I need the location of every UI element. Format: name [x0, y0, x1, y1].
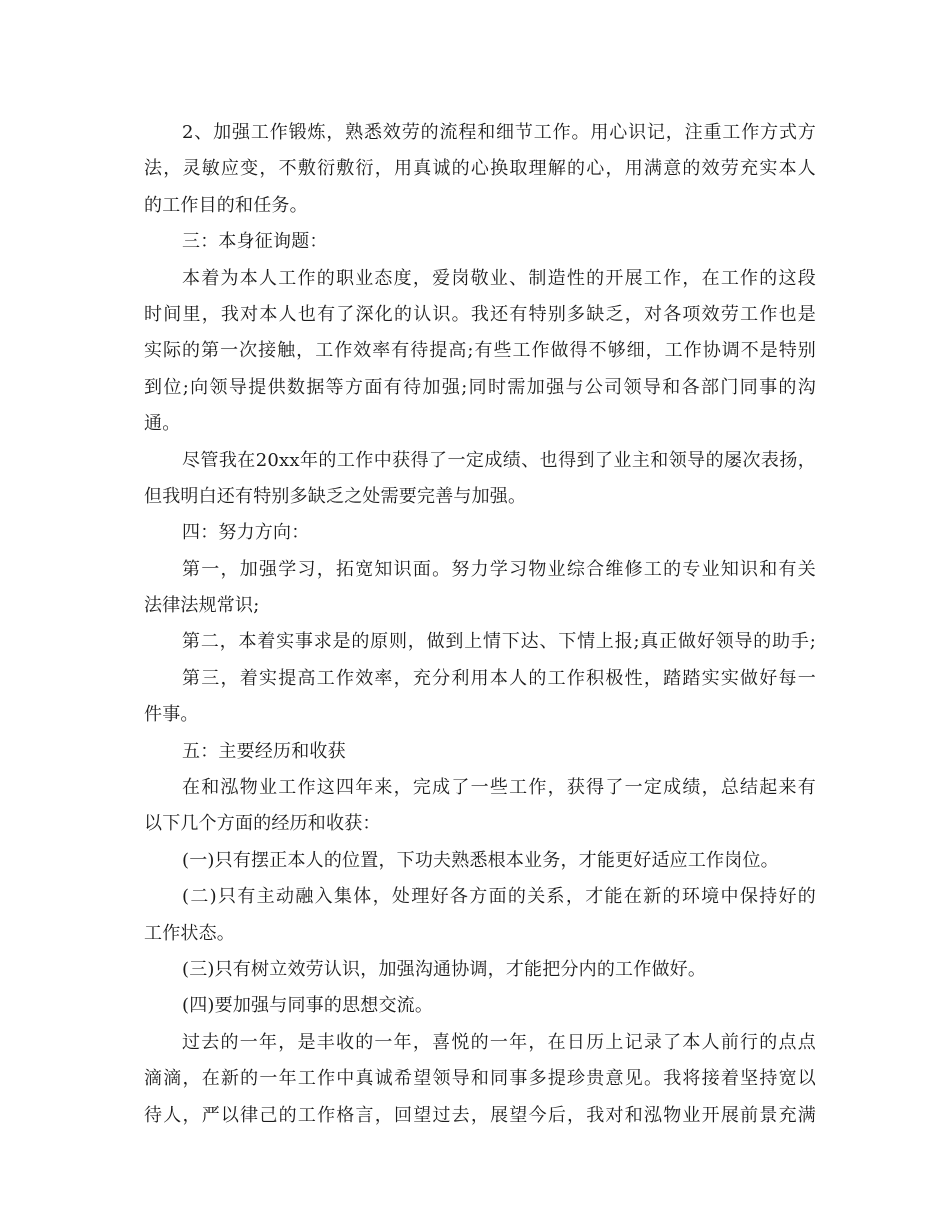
list-item: (四)要加强与同事的思想交流。 — [182, 995, 434, 1017]
text-line: 尽管我在20xx年的工作中获得了一定成绩、也得到了业主和领导的屡次表扬， — [182, 449, 816, 471]
text-line: 第二，本着实事求是的原则，做到上情下达、下情上报;真正做好领导的助手; — [182, 631, 816, 653]
document-body — [144, 115, 816, 1134]
text-line: 过去的一年，是丰收的一年，喜悦的一年，在日历上记录了本人前行的点点 — [182, 1031, 816, 1053]
text-line: 但我明白还有特别多缺乏之处需要完善与加强。 — [144, 485, 527, 507]
list-item: (二)只有主动融入集体，处理好各方面的关系，才能在新的环境中保持好的 — [182, 886, 816, 908]
text-line: 法律法规常识; — [144, 595, 260, 617]
list-item: (三)只有树立效劳认识，加强沟通协调，才能把分内的工作做好。 — [182, 958, 707, 980]
text-line: 法，灵敏应变，不敷衍敷衍，用真诚的心换取理解的心，用满意的效劳充实本人 — [144, 158, 816, 180]
text-line: 滴滴，在新的一年工作中真诚希望领导和同事多提珍贵意见。我将接着坚持宽以 — [144, 1068, 816, 1090]
text-line: 时间里，我对本人也有了深化的认识。我还有特别多缺乏，对各项效劳工作也是 — [144, 303, 816, 325]
text-line: 以下几个方面的经历和收获： — [144, 813, 381, 835]
section-heading: 四：努力方向： — [182, 522, 310, 544]
text-line: 实际的第一次接触，工作效率有待提高;有些工作做得不够细，工作协调不是特别 — [144, 340, 816, 362]
text-line: 工作状态。 — [144, 922, 235, 944]
text-line: 件事。 — [144, 704, 199, 726]
text-line: 通。 — [144, 413, 181, 435]
text-line: 本着为本人工作的职业态度，爱岗敬业、制造性的开展工作，在工作的这段 — [182, 267, 816, 289]
section-heading: 三：本身征询题： — [182, 231, 328, 253]
section-heading: 五：主要经历和收获 — [182, 740, 346, 762]
list-item: (一)只有摆正本人的位置，下功夫熟悉根本业务，才能更好适应工作岗位。 — [182, 849, 779, 871]
text-line: 第三，着实提高工作效率，充分利用本人的工作积极性，踏踏实实做好每一 — [182, 667, 816, 689]
text-line: 在和泓物业工作这四年来，完成了一些工作，获得了一定成绩，总结起来有 — [182, 777, 816, 799]
text-line: 第一，加强学习，拓宽知识面。努力学习物业综合维修工的专业知识和有关 — [182, 558, 816, 580]
text-line: 待人，严以律己的工作格言，回望过去，展望今后，我对和泓物业开展前景充满 — [144, 1104, 816, 1126]
text-line: 的工作目的和任务。 — [144, 194, 308, 216]
text-line: 到位;向领导提供数据等方面有待加强;同时需加强与公司领导和各部门同事的沟 — [144, 376, 816, 398]
text-line: 2、加强工作锻炼，熟悉效劳的流程和细节工作。用心识记，注重工作方式方 — [182, 122, 816, 143]
